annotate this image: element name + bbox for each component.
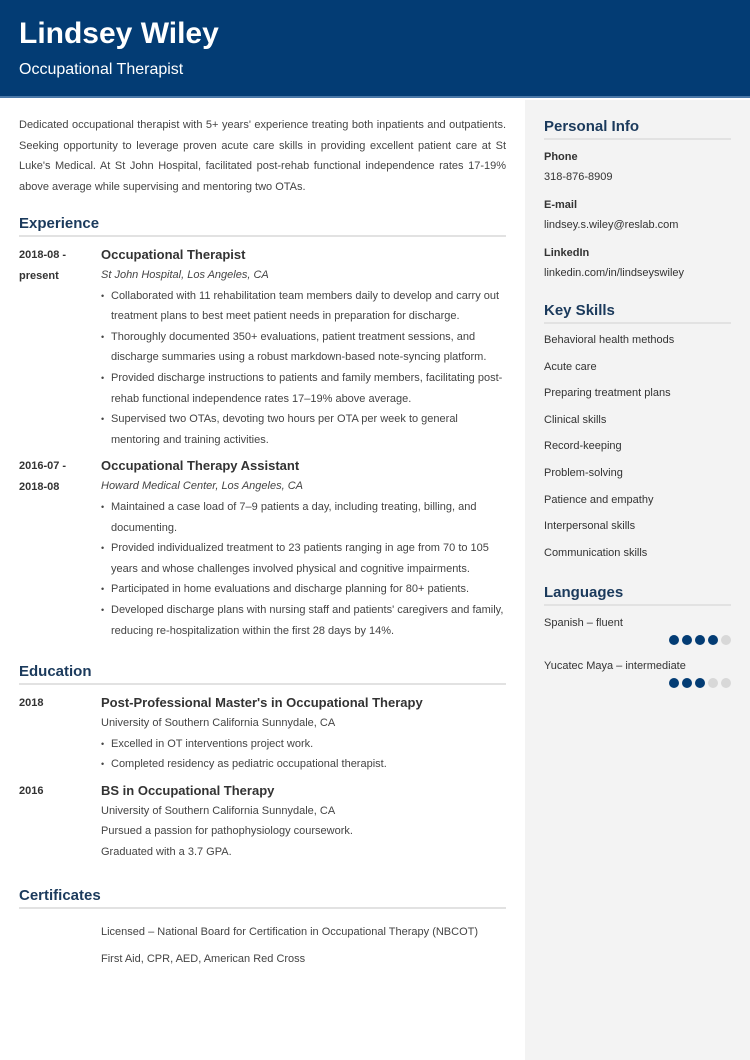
certificates-section — [19, 887, 506, 972]
education-section — [19, 663, 506, 863]
job-body — [101, 456, 506, 641]
date-start: 2016-07 - — [19, 460, 67, 473]
certificate: First Aid, CPR, AED, American Red Cross — [101, 952, 306, 965]
skill-item: Acute care — [544, 360, 597, 373]
education-bullets — [101, 734, 506, 775]
level-dot — [708, 678, 718, 688]
skill-item: Clinical skills — [544, 413, 607, 426]
school: University of Southern California Sunnydale, CA — [101, 804, 336, 817]
skill-item: Preparing treatment plans — [544, 387, 671, 400]
skill-item: Patience and empathy — [544, 493, 654, 506]
bullet: • Developed discharge plans with nursing staff and patients' caregivers and family, reducing re-hospitalization within the first 28 days by 14%. — [101, 600, 506, 641]
skill-item: Communication skills — [544, 546, 648, 559]
job-dates — [19, 245, 101, 450]
bullet: • Completed residency as pediatric occupational therapist. — [101, 754, 506, 775]
bullet: • Participated in home evaluations and discharge planning for 80+ patients. — [101, 579, 506, 600]
date-start: 2018-08 - — [19, 249, 67, 261]
education-date: 2016 — [19, 784, 44, 797]
education-body — [101, 693, 506, 775]
summary: Dedicated occupational therapist with 5+ years' experience treating both inpatients and outpatients. Seeking opportunity to leverage proven acute care skills in providing excellent patient care at St Luke's Medical. At St John Hospital, facilitated post-rehab functional independence rates 17-19% above average while supervising and mentoring two OTAs. — [19, 119, 506, 194]
education-entry — [19, 781, 506, 863]
email-label: E-mail — [544, 199, 578, 211]
education-date: 2018 — [19, 697, 44, 709]
phone-value: 318-876-8909 — [544, 171, 613, 183]
section-title: Languages — [544, 584, 731, 606]
language-level-dots — [544, 635, 731, 645]
candidate-role: Occupational Therapist — [19, 61, 184, 78]
skills-section — [544, 302, 731, 566]
language-item — [544, 659, 731, 688]
section-title: Key Skills — [544, 302, 731, 324]
skill-item: Record-keeping — [544, 440, 622, 453]
job-entry — [19, 456, 506, 641]
school: University of Southern California Sunnydale, CA — [101, 717, 336, 729]
bullet: • Collaborated with 11 rehabilitation team members daily to develop and carry out treatment plans to best meet patient needs in preparation for discharge. — [101, 286, 506, 327]
job-entry — [19, 245, 506, 450]
certificate: Licensed – National Board for Certification in Occupational Therapy (NBCOT) — [101, 926, 479, 938]
level-dot — [682, 678, 692, 688]
date-end: present — [19, 270, 59, 282]
section-title: Education — [19, 663, 506, 685]
job-bullets — [101, 497, 506, 641]
skill-item: Interpersonal skills — [544, 520, 636, 533]
level-dot — [669, 635, 679, 645]
level-dot — [695, 678, 705, 688]
section-title: Personal Info — [544, 118, 731, 140]
level-dot — [708, 635, 718, 645]
skill-item: Behavioral health methods — [544, 334, 675, 346]
job-title: Occupational Therapist — [101, 247, 246, 262]
phone-label: Phone — [544, 151, 578, 163]
language-label: Yucatec Maya – intermediate — [544, 660, 686, 672]
education-note: Pursued a passion for pathophysiology coursework. — [101, 825, 353, 838]
level-dot — [695, 635, 705, 645]
level-dot — [669, 678, 679, 688]
linkedin-value[interactable]: linkedin.com/in/lindseyswiley — [544, 267, 685, 279]
bullet: • Thoroughly documented 350+ evaluations, patient treatment sessions, and discharge summaries using a robust markdown-based note-syncing platform. — [101, 327, 506, 368]
bullet: • Maintained a case load of 7–9 patients a day, including treating, billing, and documenting. — [101, 497, 506, 538]
education-note: Graduated with a 3.7 GPA. — [101, 845, 232, 858]
degree-title: BS in Occupational Therapy — [101, 782, 275, 798]
job-company: St John Hospital, Los Angeles, CA — [101, 269, 269, 281]
job-body — [101, 245, 506, 450]
education-body — [101, 781, 506, 863]
personal-info-section — [544, 118, 731, 280]
candidate-name: Lindsey Wiley — [19, 17, 219, 50]
language-item — [544, 616, 731, 645]
job-bullets — [101, 286, 506, 451]
section-title: Certificates — [19, 887, 506, 909]
job-company: Howard Medical Center, Los Angeles, CA — [101, 480, 303, 493]
bullet: • Supervised two OTAs, devoting two hours per OTA per week to general mentoring and training activities. — [101, 409, 506, 450]
level-dot — [721, 635, 731, 645]
linkedin-label: LinkedIn — [544, 247, 590, 259]
bullet: • Excelled in OT interventions project work. — [101, 734, 506, 755]
section-title: Experience — [19, 215, 506, 237]
job-title: Occupational Therapy Assistant — [101, 458, 300, 474]
date-end: 2018-08 — [19, 481, 60, 494]
job-dates — [19, 456, 101, 641]
email-value[interactable]: lindsey.s.wiley@reslab.com — [544, 219, 679, 231]
resume-header — [0, 0, 750, 98]
language-label: Spanish – fluent — [544, 617, 623, 629]
skill-item: Problem-solving — [544, 466, 623, 479]
level-dot — [682, 635, 692, 645]
bullet: • Provided individualized treatment to 23 patients ranging in age from 70 to 105 years and whose challenges involved physical and cognitive impairments. — [101, 538, 506, 579]
languages-section — [544, 584, 731, 688]
language-level-dots — [544, 678, 731, 688]
bullet: • Provided discharge instructions to patients and family members, facilitating post-rehab functional independence rates 17–19% above average. — [101, 368, 506, 409]
experience-section — [19, 215, 506, 641]
education-entry — [19, 693, 506, 775]
degree-title: Post-Professional Master's in Occupational Therapy — [101, 695, 423, 710]
level-dot — [721, 678, 731, 688]
